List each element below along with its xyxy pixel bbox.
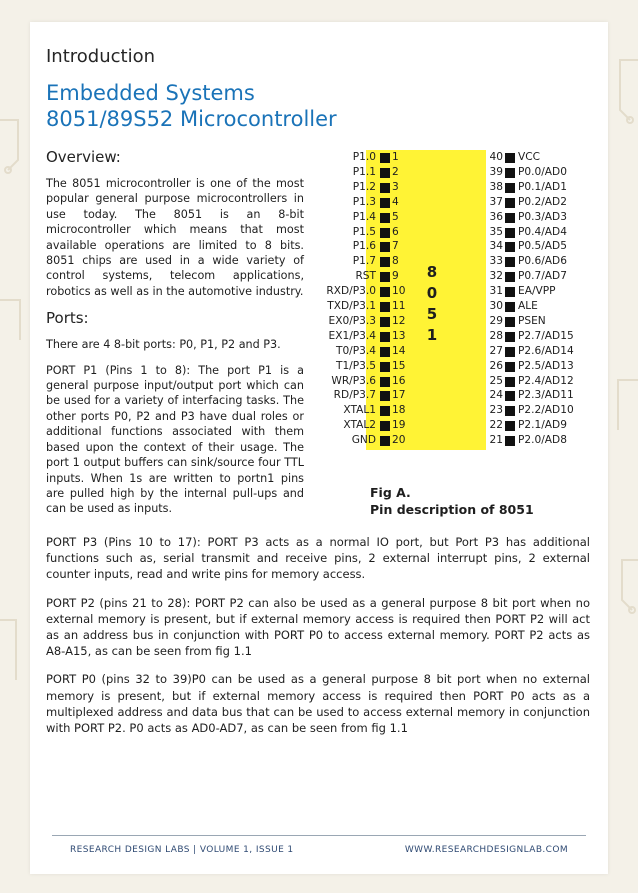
right-pin-square bbox=[505, 242, 515, 252]
right-pin-name: P2.0/AD8 bbox=[518, 434, 567, 447]
right-pin-number: 26 bbox=[489, 359, 503, 372]
left-pin-square bbox=[380, 436, 390, 446]
title-line-2: 8051/89S52 Microcontroller bbox=[46, 107, 337, 131]
right-pin-square bbox=[505, 228, 515, 238]
left-pin-square bbox=[380, 406, 390, 416]
ports-heading: Ports: bbox=[46, 309, 89, 328]
chip-label-char: 5 bbox=[426, 305, 438, 323]
left-pin-name: P1.6 bbox=[352, 240, 376, 253]
pin-row bbox=[256, 419, 567, 434]
right-pin-name: P0.6/AD6 bbox=[518, 255, 567, 268]
left-pin-name: EX0/P3.3 bbox=[328, 314, 376, 327]
left-pin-square bbox=[380, 302, 390, 312]
right-pin-number: 33 bbox=[489, 255, 503, 268]
right-pin-name: P0.3/AD3 bbox=[518, 210, 567, 223]
right-pin-name: P2.6/AD14 bbox=[518, 344, 574, 357]
left-pin-square bbox=[380, 198, 390, 208]
left-pin-square bbox=[380, 168, 390, 178]
right-pin-number: 24 bbox=[489, 389, 503, 402]
left-pin-number: 12 bbox=[392, 314, 406, 327]
right-pin-number: 28 bbox=[489, 329, 503, 342]
left-pin-square bbox=[380, 213, 390, 223]
left-pin-square bbox=[380, 272, 390, 282]
left-pin-square bbox=[380, 183, 390, 193]
left-pin-square bbox=[380, 257, 390, 267]
chip-label-char: 1 bbox=[426, 326, 438, 344]
port-p0-paragraph: PORT P0 (pins 32 to 39)P0 can be used as a general purpose 8 bit port when no external memory is present, but if external memory access is required then PORT P0 acts as a multiplexed address and data bus that can be used to access external memory in conjunction with PORT P2. P0 acts as AD0-AD7, as can be seen from fig 1.1 bbox=[46, 672, 590, 736]
pin-row bbox=[256, 225, 567, 241]
overview-paragraph: The 8051 microcontroller is one of the most popular general purpose microcontrollers in use today. The 8051 is an 8-bit microcontroller which means that most available operations are limited to 8 bits. 8051 chips are used in a wide variety of control systems, telecom applications, robotics as well as in the automotive industry. bbox=[46, 177, 304, 298]
pin-row bbox=[256, 300, 556, 315]
left-pin-square bbox=[380, 377, 390, 387]
left-pin-name: RXD/P3.0 bbox=[326, 285, 376, 298]
right-pin-number: 25 bbox=[489, 374, 503, 387]
left-pin-square bbox=[380, 421, 390, 431]
left-pin-name: T0/P3.4 bbox=[335, 344, 376, 357]
left-pin-number: 15 bbox=[392, 359, 406, 372]
right-pin-name: P0.1/AD1 bbox=[518, 180, 567, 193]
right-pin-name: P0.5/AD5 bbox=[518, 240, 567, 253]
chip-label-char: 8 bbox=[426, 263, 438, 281]
left-pin-name: P1.7 bbox=[352, 255, 376, 268]
left-pin-number: 5 bbox=[392, 210, 399, 223]
left-pin-square bbox=[380, 347, 390, 357]
left-pin-square bbox=[380, 332, 390, 342]
left-pin-square bbox=[380, 287, 390, 297]
left-pin-name: RST bbox=[355, 270, 376, 283]
footer-publication: RESEARCH DESIGN LABS | VOLUME 1, ISSUE 1 bbox=[70, 845, 294, 855]
left-pin-number: 10 bbox=[392, 285, 406, 298]
left-pin-number: 1 bbox=[392, 151, 399, 163]
right-pin-square bbox=[505, 391, 515, 401]
figure-description: Pin description of 8051 bbox=[370, 502, 534, 517]
right-pin-square bbox=[505, 317, 515, 327]
pin-row bbox=[256, 285, 556, 300]
pin-row bbox=[256, 359, 574, 375]
left-pin-name: P1.2 bbox=[352, 180, 376, 193]
left-pin-name: XTAL2 bbox=[343, 419, 376, 432]
right-pin-square bbox=[505, 287, 515, 297]
right-pin-name: P2.2/AD10 bbox=[518, 404, 574, 417]
right-pin-number: 23 bbox=[489, 404, 503, 417]
left-pin-number: 9 bbox=[392, 270, 399, 283]
left-pin-name: XTAL1 bbox=[343, 404, 376, 417]
pin-row bbox=[256, 180, 567, 196]
pinout-diagram bbox=[256, 151, 574, 451]
left-pin-number: 2 bbox=[392, 165, 399, 178]
left-pin-square bbox=[380, 228, 390, 238]
left-pin-name: GND bbox=[351, 434, 376, 447]
left-pin-number: 8 bbox=[392, 255, 399, 268]
pin-row bbox=[256, 240, 567, 255]
pin-row bbox=[256, 404, 574, 419]
chip-label bbox=[425, 262, 439, 346]
left-pin-name: T1/P3.5 bbox=[335, 359, 376, 372]
port-p1-paragraph: PORT P1 (Pins 1 to 8): The port P1 is a general purpose input/output port which can be used for a variety of interfacing tasks. The other ports P0, P2 and P3 have dual roles or additional functions associated with them based upon the context of their usage. The port 1 output buffers can sink/source four TTL inputs. When 1s are written to portn1 pins are pulled high by the internal pull-ups and can be used as inputs. bbox=[46, 363, 304, 516]
body-text bbox=[46, 534, 590, 748]
right-pin-number: 38 bbox=[489, 180, 503, 193]
left-pin-name: P1.5 bbox=[352, 225, 376, 238]
pin-row bbox=[256, 270, 567, 285]
left-pin-name: WR/P3.6 bbox=[331, 374, 376, 387]
left-pin-square bbox=[380, 391, 390, 401]
pin-row bbox=[256, 374, 574, 390]
left-pin-name: P1.1 bbox=[352, 165, 376, 178]
left-pin-number: 20 bbox=[392, 434, 406, 447]
left-pin-number: 6 bbox=[392, 225, 399, 238]
section-label: Introduction bbox=[46, 46, 156, 67]
chip-label-char: 0 bbox=[426, 284, 438, 302]
right-pin-number: 21 bbox=[489, 434, 503, 447]
right-pin-square bbox=[505, 347, 515, 357]
right-pin-square bbox=[505, 168, 515, 178]
left-pin-number: 17 bbox=[392, 389, 406, 402]
right-pin-square bbox=[505, 406, 515, 416]
left-pin-number: 14 bbox=[392, 344, 406, 357]
right-pin-square bbox=[505, 421, 515, 431]
left-pin-name: P1.3 bbox=[352, 195, 376, 208]
right-pin-name: P2.1/AD9 bbox=[518, 419, 567, 432]
right-pin-name: P2.7/AD15 bbox=[518, 329, 574, 342]
right-pin-name: ALE bbox=[518, 300, 538, 312]
footer-divider bbox=[52, 835, 586, 836]
right-pin-number: 27 bbox=[489, 344, 503, 357]
right-pin-square bbox=[505, 183, 515, 193]
right-pin-name: P0.7/AD7 bbox=[518, 270, 567, 283]
right-pin-number: 40 bbox=[489, 151, 503, 163]
right-pin-square bbox=[505, 302, 515, 312]
right-pin-square bbox=[505, 436, 515, 446]
pin-row bbox=[256, 434, 567, 449]
right-pin-square bbox=[505, 198, 515, 208]
ports-intro-paragraph: There are 4 8-bit ports: P0, P1, P2 and P3. bbox=[46, 338, 281, 352]
right-pin-name: PSEN bbox=[518, 314, 546, 327]
right-pin-square bbox=[505, 332, 515, 342]
left-pin-square bbox=[380, 317, 390, 327]
left-pin-name: P1.0 bbox=[352, 151, 376, 163]
right-pin-square bbox=[505, 257, 515, 267]
left-pin-number: 13 bbox=[392, 329, 406, 342]
left-pin-name: TXD/P3.1 bbox=[327, 300, 376, 312]
figure-caption bbox=[370, 484, 534, 518]
figure-label: Fig A. bbox=[370, 485, 411, 500]
right-pin-number: 32 bbox=[489, 270, 503, 283]
pin-row bbox=[256, 195, 567, 211]
title-line-1: Embedded Systems bbox=[46, 81, 255, 105]
pin-row bbox=[256, 210, 567, 226]
left-pin-name: RD/P3.7 bbox=[333, 389, 376, 402]
port-p2-paragraph: PORT P2 (pins 21 to 28): PORT P2 can also be used as a general purpose 8 bit port when no external memory is present, but if external memory access is required then PORT P2 will act as an address bus in conjunction with PORT P0 to access external memory. PORT P2 acts as A8-A15, as can be seen from fig 1.1 bbox=[46, 595, 590, 659]
pin-row bbox=[256, 151, 556, 166]
right-pin-number: 39 bbox=[489, 165, 503, 178]
pin-row bbox=[256, 315, 556, 330]
left-pin-number: 3 bbox=[392, 180, 399, 193]
left-pin-number: 7 bbox=[392, 240, 399, 253]
right-pin-square bbox=[505, 272, 515, 282]
right-pin-number: 37 bbox=[489, 195, 503, 208]
left-pin-name: EX1/P3.4 bbox=[328, 329, 376, 342]
right-pin-name: P2.5/AD13 bbox=[518, 359, 574, 372]
overview-heading: Overview: bbox=[46, 148, 121, 166]
right-pin-number: 34 bbox=[489, 240, 503, 253]
right-pin-number: 31 bbox=[489, 285, 503, 298]
right-pin-square bbox=[505, 362, 515, 372]
right-pin-number: 36 bbox=[489, 210, 503, 223]
pin-row bbox=[256, 329, 574, 345]
right-pin-name: P2.4/AD12 bbox=[518, 374, 574, 387]
pin-row bbox=[256, 165, 567, 181]
right-pin-name: P0.2/AD2 bbox=[518, 195, 567, 208]
right-pin-square bbox=[505, 213, 515, 223]
left-pin-number: 18 bbox=[392, 404, 406, 417]
left-pin-square bbox=[380, 153, 390, 163]
port-p3-paragraph: PORT P3 (Pins 10 to 17): PORT P3 acts as a normal IO port, but Port P3 has additional functions such as, serial transmit and receive pins, 2 external interrupt pins, 2 external counter inputs, read and write pins for memory access. bbox=[46, 535, 590, 582]
right-pin-number: 22 bbox=[489, 419, 503, 432]
left-pin-number: 16 bbox=[392, 374, 406, 387]
left-pin-number: 11 bbox=[392, 300, 406, 312]
right-pin-number: 29 bbox=[489, 314, 503, 327]
left-pin-number: 19 bbox=[392, 419, 406, 432]
left-pin-square bbox=[380, 362, 390, 372]
right-pin-number: 35 bbox=[489, 225, 503, 238]
right-pin-name: P0.0/AD0 bbox=[518, 165, 567, 178]
left-pin-square bbox=[380, 242, 390, 252]
right-pin-name: VCC bbox=[518, 151, 541, 163]
page-title bbox=[46, 80, 337, 132]
right-pin-square bbox=[505, 377, 515, 387]
right-pin-name: EA/VPP bbox=[518, 285, 556, 298]
pin-row bbox=[256, 255, 567, 270]
left-pin-number: 4 bbox=[392, 195, 399, 208]
pin-row bbox=[256, 344, 574, 360]
right-pin-name: P0.4/AD4 bbox=[518, 225, 567, 238]
right-pin-name: P2.3/AD11 bbox=[518, 389, 574, 402]
left-pin-name: P1.4 bbox=[352, 210, 376, 223]
footer-website: WWW.RESEARCHDESIGNLAB.COM bbox=[404, 845, 568, 855]
right-pin-square bbox=[505, 153, 515, 163]
pin-row bbox=[256, 389, 574, 404]
right-pin-number: 30 bbox=[489, 300, 503, 312]
